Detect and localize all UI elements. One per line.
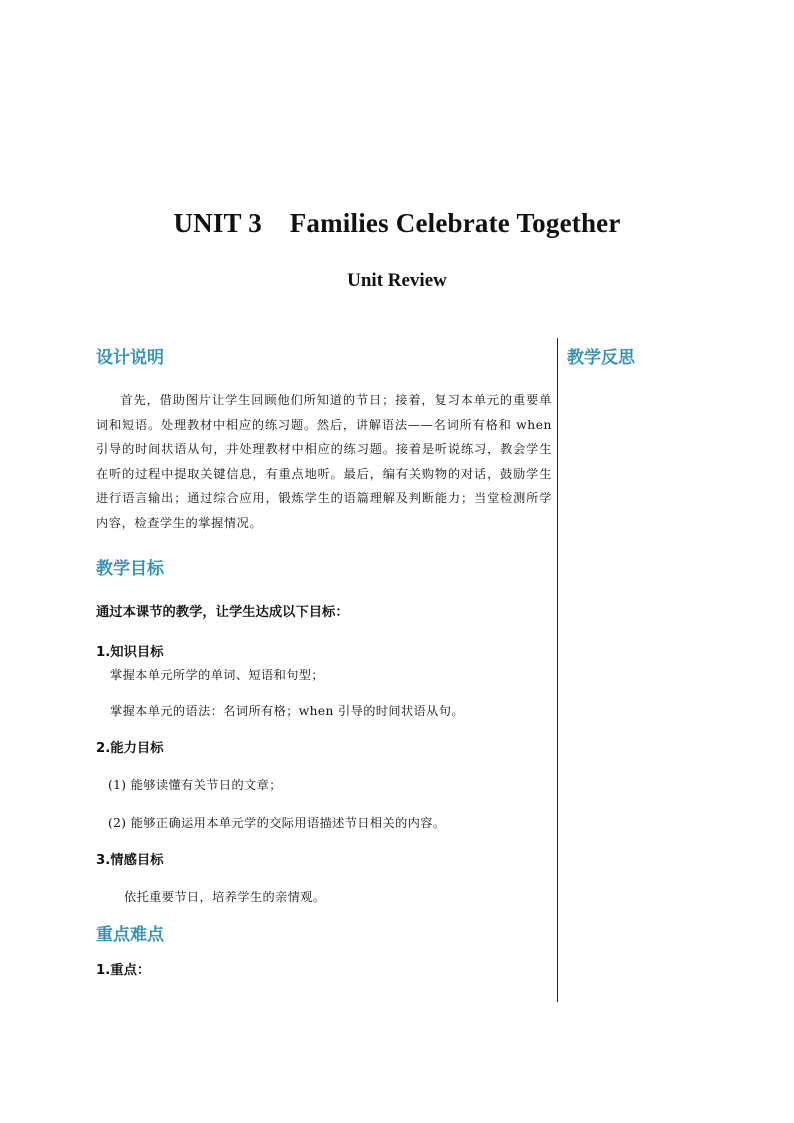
column-divider bbox=[557, 338, 558, 1002]
reflection-heading: 教学反思 bbox=[567, 348, 635, 368]
ability-item: (2) 能够正确运用本单元学的交际用语描述节日相关的内容。 bbox=[108, 816, 446, 830]
design-body: 首先，借助图片让学生回顾他们所知道的节日；接着，复习本单元的重要单词和短语。处理教材中相应的练习题。然后，讲解语法——名词所有格和 when 引导的时间状语从句，并处理教材中相应的练习题。接着是听说练习，教会学生在听的过程中提取关键信息，有重点地听。最后，编有关购物的对话，鼓励学生进行语言输出；通过综合应用，锻炼学生的语篇理解及判断能力；当堂检测所学内容，检查学生的掌握情况。 bbox=[96, 393, 552, 530]
objectives-heading: 教学目标 bbox=[96, 559, 164, 579]
knowledge-item: 掌握本单元所学的单词、短语和句型； bbox=[110, 668, 324, 682]
objectives-lead: 通过本课节的教学，让学生达成以下目标： bbox=[96, 605, 349, 620]
knowledge-item: 掌握本单元的语法：名词所有格；when 引导的时间状语从句。 bbox=[110, 704, 464, 718]
emotion-title: 3.情感目标 bbox=[96, 853, 164, 868]
keypoints-first: 1.重点： bbox=[96, 963, 151, 978]
ability-item: (1) 能够读懂有关节日的文章； bbox=[108, 778, 282, 792]
reflection-column bbox=[567, 346, 767, 370]
main-column bbox=[96, 346, 552, 981]
ability-title: 2.能力目标 bbox=[96, 741, 164, 756]
design-heading: 设计说明 bbox=[96, 348, 164, 368]
keypoints-heading: 重点难点 bbox=[96, 925, 164, 945]
emotion-item: 依托重要节日，培养学生的亲情观。 bbox=[124, 890, 326, 904]
knowledge-title: 1.知识目标 bbox=[96, 645, 164, 660]
document-subtitle: Unit Review bbox=[347, 270, 447, 291]
document-title: UNIT 3 Families Celebrate Together bbox=[173, 208, 621, 238]
